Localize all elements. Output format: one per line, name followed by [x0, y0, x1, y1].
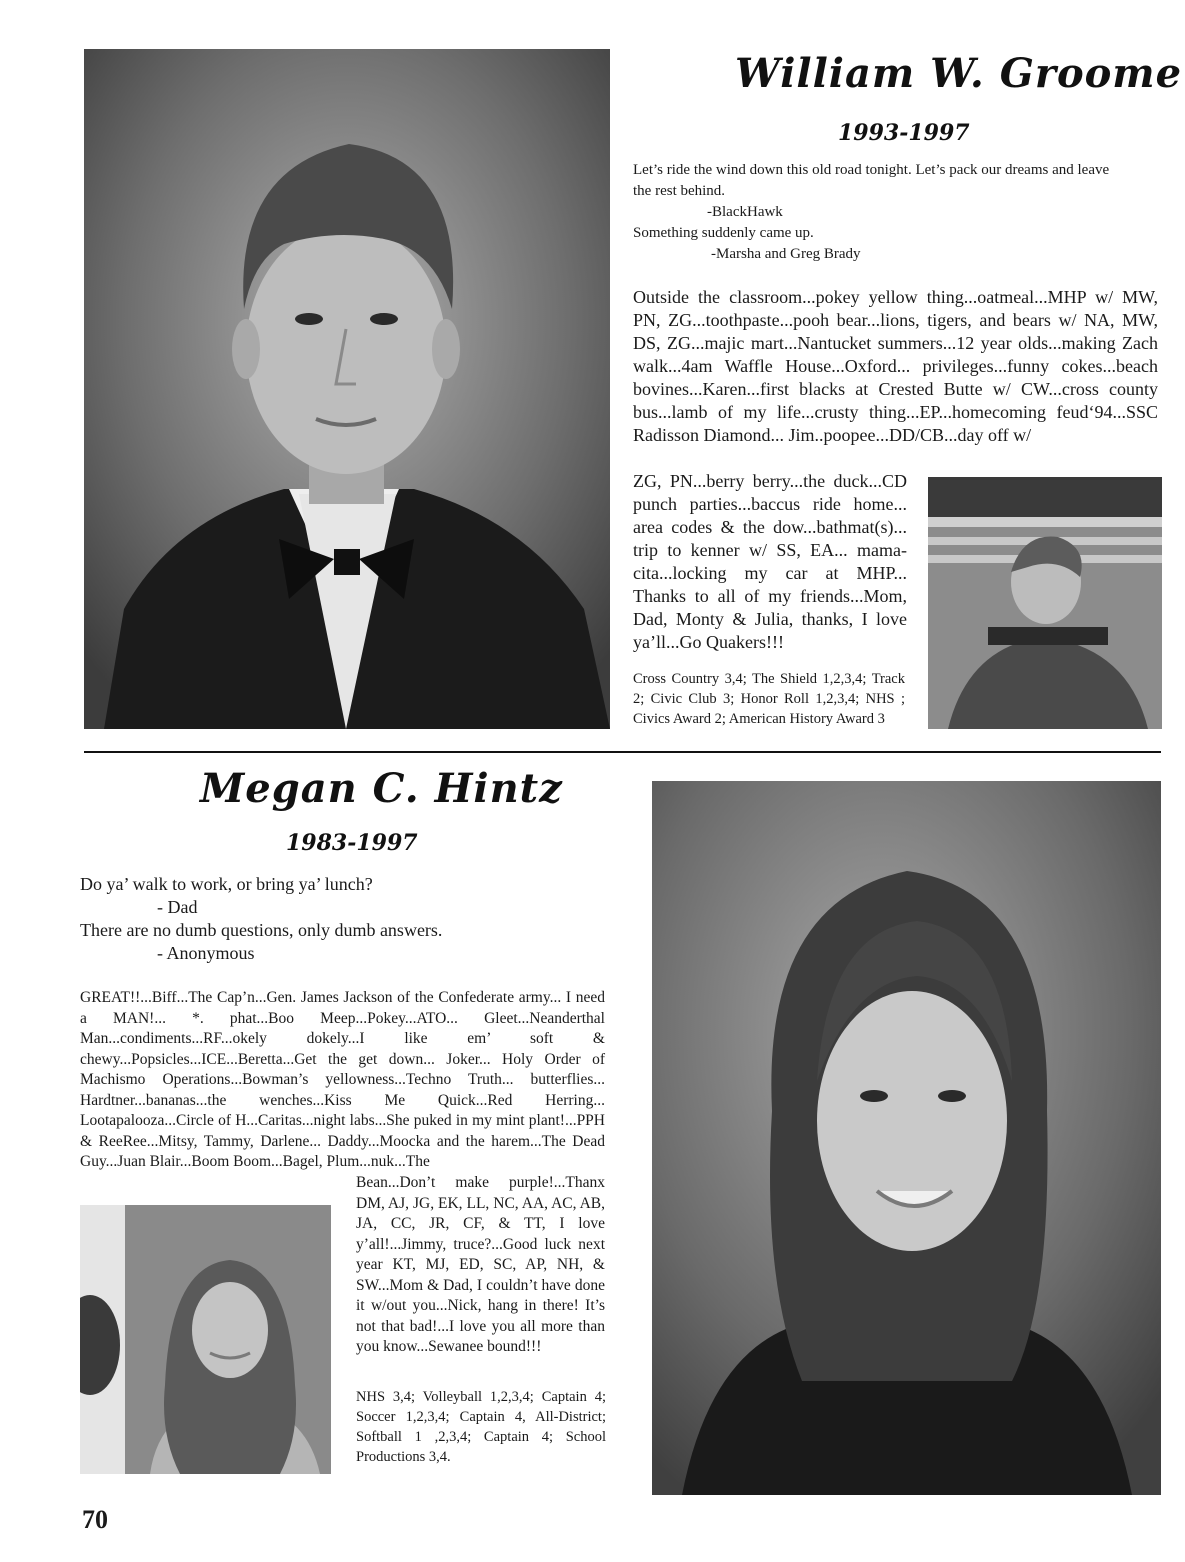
quote-attribution: -Marsha and Greg Brady [711, 246, 861, 262]
megan-name-heading: Megan C. Hintz [200, 765, 563, 812]
quote-attribution: -BlackHawk [707, 204, 783, 220]
megan-candid-photo [80, 1205, 331, 1474]
william-candid-photo [928, 477, 1162, 729]
william-name-heading: William W. Groome [735, 50, 1183, 97]
page-number: 70 [82, 1505, 108, 1534]
megan-activities: NHS 3,4; Volleyball 1,2,3,4; Captain 4; Soccer 1,2,3,4; Captain 4, All-District; Softball 1 ,2,3,4; Captain 4; School Productions 3,4. [356, 1389, 606, 1465]
quote-attribution: - Anonymous [157, 943, 255, 963]
quote-line: There are no dumb questions, only dumb answers. [80, 920, 443, 940]
megan-portrait-photo [652, 781, 1161, 1495]
section-divider [84, 751, 1161, 753]
william-quotes [633, 160, 1163, 265]
megan-years: 1983-1997 [286, 830, 418, 856]
quote-attribution: - Dad [157, 897, 198, 917]
william-years: 1993-1997 [838, 120, 970, 146]
megan-memories-narrow: Bean...Don’t make purple!...Thanx DM, AJ, JG, EK, LL, NC, AA, AC, AB, JA, CC, JR, CF, & TT, I love y’all!...Jimmy, truce?...Good luck next year KT, MJ, ED, SC, AP, NH, & SW...Mom & Dad, I couldn’t have done it w/out you...Nick, hang in there! It’s not that bad!...I love you all more than you know...Sewanee bound!!! [356, 1174, 605, 1355]
quote-line: Something suddenly came up. [633, 225, 814, 241]
william-portrait-photo [84, 49, 610, 729]
megan-quotes [80, 873, 610, 965]
william-memories-wide: Outside the classroom...pokey yellow thing...oatmeal...MHP w/ MW, PN, ZG...toothpaste...pooh bear...lions, tigers, and bears w/ NA, MW, DS, ZG...majic mart...Nantucket summers...12 year olds...making Zach walk...4am Waffle House...Oxford... privileges...funny cokes...beach bovines...Karen...first blacks at Crested Butte w/ CW...cross county bus...lamb of my life...crusty thing...EP...homecoming feud‘94...SSC Radisson Diamond... Jim..poopee...DD/CB...day off w/ [633, 287, 1158, 445]
william-memories-narrow: ZG, PN...berry berry...the duck...CD punch parties...baccus ride home... area codes & the dow...bathmat(s)... trip to kenner w/ SS, EA... mama-cita...locking my car at MHP... Thanks to all of my friends...Mom, Dad, Monty & Julia, thanks, I love ya’ll...Go Quakers!!! [633, 471, 907, 652]
megan-memories-wide: GREAT!!...Biff...The Cap’n...Gen. James Jackson of the Confederate army... I need a MAN!... *. phat...Boo Meep...Pokey...ATO... Gleet...Neanderthal Man...condiments...RF...okely dokely...I like em’ soft & chewy...Popsicles...ICE...Beretta...Get the get down... Joker... Holy Order of Machismo Operations...Bowman’s yellowness...Techno Truth... butterflies... Hardtner...bananas...the wenches...Kiss Me Quick...Red Herring... Lootapalooza...Circle of H...Caritas...night labs...She puked in my mint plant!...PPH & ReeRee...Mitsy, Tammy, Darlene... Daddy...Moocka and the harem...The Dead Guy...Juan Blair...Boom Boom...Bagel, Plum...nuk...The [80, 989, 605, 1170]
quote-line: Let’s ride the wind down this old road tonight. Let’s pack our dreams and leave [633, 162, 1110, 178]
quote-line: the rest behind. [633, 183, 726, 199]
william-activities: Cross Country 3,4; The Shield 1,2,3,4; Track 2; Civic Club 3; Honor Roll 1,2,3,4; NHS ; Civics Award 2; American History Award 3 [633, 671, 905, 727]
quote-line: Do ya’ walk to work, or bring ya’ lunch? [80, 874, 373, 894]
